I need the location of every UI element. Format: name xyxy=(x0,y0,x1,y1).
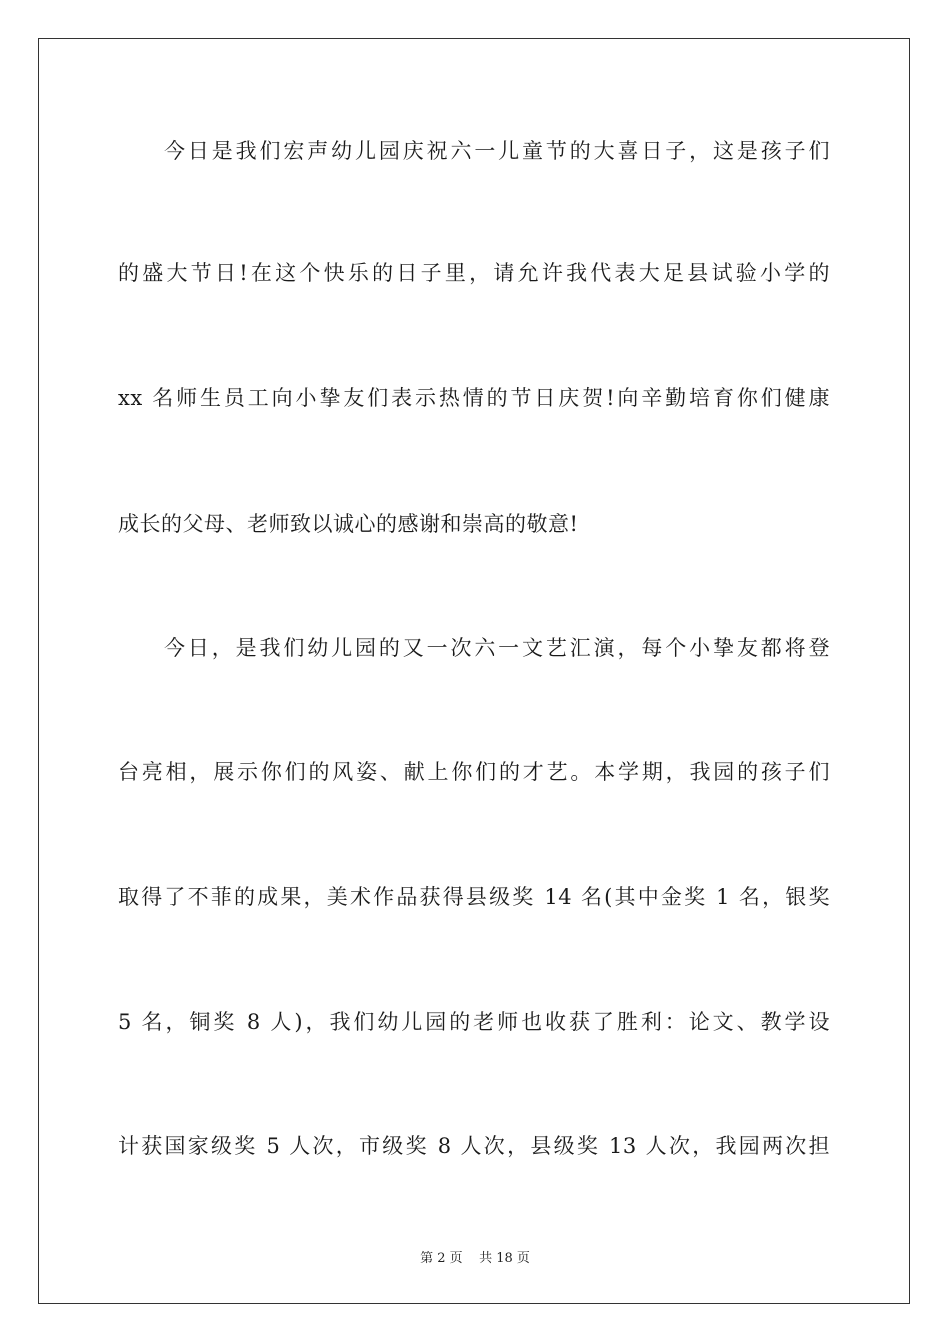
paragraph-2-line-1: 今日，是我们幼儿园的又一次六一文艺汇演，每个小挚友都将登 xyxy=(164,636,830,660)
paragraph-1-line-2: 的盛大节日!在这个快乐的日子里，请允许我代表大足县试验小学的 xyxy=(118,261,830,285)
paragraph-2-line-3: 取得了不菲的成果，美术作品获得县级奖 14 名(其中金奖 1 名，银奖 xyxy=(118,885,830,909)
paragraph-1-line-1: 今日是我们宏声幼儿园庆祝六一儿童节的大喜日子，这是孩子们 xyxy=(164,139,830,163)
paragraph-2-line-4: 5 名，铜奖 8 人)，我们幼儿园的老师也收获了胜利：论文、教学设 xyxy=(118,1010,830,1034)
paragraph-2-line-5: 计获国家级奖 5 人次，市级奖 8 人次，县级奖 13 人次，我园两次担 xyxy=(118,1134,830,1158)
page-number-footer: 第 2 页 共 18 页 xyxy=(420,1251,530,1266)
paragraph-1-line-4: 成长的父母、老师致以诚心的感谢和崇高的敬意! xyxy=(118,512,579,536)
paragraph-1-line-3: xx 名师生员工向小挚友们表示热情的节日庆贺!向辛勤培育你们健康 xyxy=(118,386,830,410)
paragraph-2-line-2: 台亮相，展示你们的风姿、献上你们的才艺。本学期，我园的孩子们 xyxy=(118,760,830,784)
page-border xyxy=(38,38,910,1304)
